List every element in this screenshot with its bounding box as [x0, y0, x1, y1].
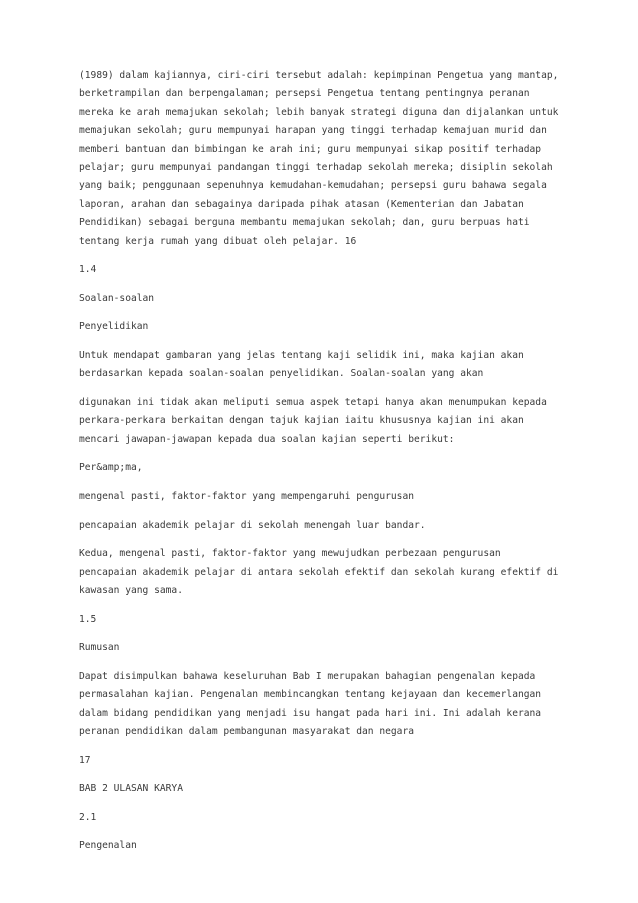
paragraph-ciri-sekolah-efektif: (1989) dalam kajiannya, ciri-ciri tersebut adalah: kepimpinan Pengetua yang mantap, berketrampilan dan berpengalaman; persepsi Pengetua tentang pentingnya peranan mereka ke arah memajukan sekolah; lebih banyak strategi diguna dan dijalankan untuk memajukan sekolah; guru mempunyai harapan yang tinggi terhadap kemajuan murid dan memberi bantuan dan bimbingan ke arah ini; guru mempunyai sikap positif terhadap pelajar; guru mempunyai pandangan tinggi terhadap sekolah mereka; disiplin sekolah yang baik; penggunaan sepenuhnya kemudahan-kemudahan; persepsi guru bahawa segala laporan, arahan dan sebagainya daripada pihak atasan (Kementerian dan Jabatan Pendidikan) sebagai berguna membantu memajukan sekolah; dan, guru berpuas hati tentang kerja rumah yang dibuat oleh pelajar. 16 [79, 70, 559, 247]
section-heading-pengenalan: Pengenalan [79, 840, 137, 852]
page-number: 17 [79, 754, 91, 766]
section-number-1-5: 1.5 [79, 613, 97, 625]
section-heading-rumusan: Rumusan [79, 642, 120, 654]
paragraph-skop-soalan: digunakan ini tidak akan meliputi semua aspek tetapi hanya akan menumpukan kepada perkara-perkara berkaitan dengan tajuk kajian iaitu khususnya kajian ini akan mencari jawapan-jawapan kepada dua soalan kajian seperti berikut: [79, 397, 547, 445]
question-one-line-2: pencapaian akademik pelajar di sekolah menengah luar bandar. [79, 519, 426, 531]
paragraph-rumusan: Dapat disimpulkan bahawa keseluruhan Bab I merupakan bahagian pengenalan kepada permasalahan kajian. Pengenalan membincangkan tentang kejayaan dan kecemerlangan dalam bidang pendidikan yang menjadi isu hangat pada hari ini. Ini adalah kerana peranan pendidikan dalam pembangunan masyarakat dan negara [79, 670, 542, 738]
list-label-pertama: Per&amp;ma, [79, 462, 143, 474]
section-heading-penyelidikan: Penyelidikan [79, 321, 149, 333]
section-heading-soalan: Soalan-soalan [79, 292, 155, 304]
document-body [79, 67, 569, 866]
section-number-1-4: 1.4 [79, 264, 97, 276]
paragraph-gambaran-kajian: Untuk mendapat gambaran yang jelas tentang kaji selidik ini, maka kajian akan berdasarkan kepada soalan-soalan penyelidikan. Soalan-soalan yang akan [79, 350, 524, 380]
chapter-heading: BAB 2 ULASAN KARYA [79, 783, 183, 795]
question-one-line-1: mengenal pasti, faktor-faktor yang mempengaruhi pengurusan [79, 491, 415, 503]
section-number-2-1: 2.1 [79, 811, 97, 823]
question-two: Kedua, mengenal pasti, faktor-faktor yang mewujudkan perbezaan pengurusan pencapaian akademik pelajar di antara sekolah efektif dan sekolah kurang efektif di kawasan yang sama. [79, 548, 559, 597]
